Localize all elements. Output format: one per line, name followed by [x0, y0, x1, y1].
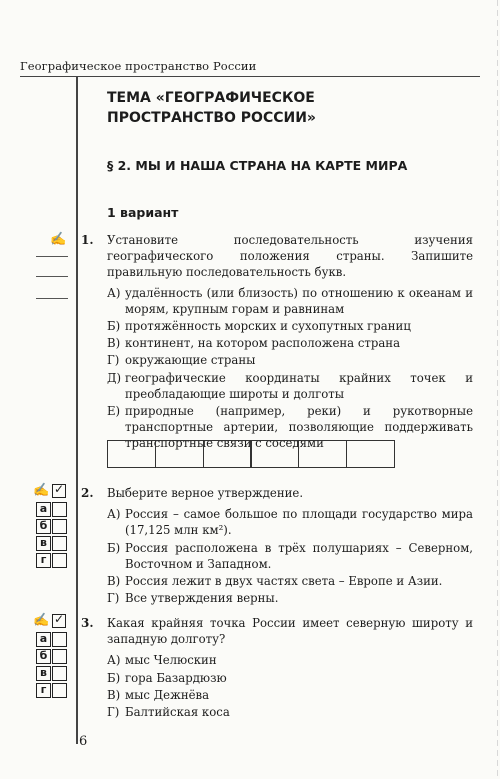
option: Б) Россия расположена в трёх полушариях – Северном, Восточном и Западном.: [107, 540, 473, 571]
option: Г) Балтийская коса: [107, 705, 230, 720]
variant-label: 1 вариант: [107, 205, 179, 220]
answer-box[interactable]: [52, 553, 67, 568]
answer-cell[interactable]: [203, 440, 252, 468]
running-header: Географическое пространство России: [20, 59, 257, 73]
question-text: Установите последовательность изучения географического положения страны. Запишите правильную последовательность букв.: [107, 233, 473, 280]
question-number: 3.: [81, 616, 94, 630]
answer-cell[interactable]: [298, 440, 347, 468]
answer-letter: г: [36, 553, 51, 568]
option: Б) гора Базардюзю: [107, 670, 227, 685]
option: В) мыс Дежнёва: [107, 687, 210, 702]
answer-cell[interactable]: [107, 440, 156, 468]
question-text: Какая крайняя точка России имеет северную широту и западную долготу?: [107, 616, 473, 647]
answer-letter: б: [36, 649, 51, 664]
section-title: § 2. МЫ И НАША СТРАНА НА КАРТЕ МИРА: [107, 158, 408, 173]
question-1: [107, 232, 473, 452]
pencil-icon: ✍: [33, 483, 50, 498]
answer-box[interactable]: [52, 666, 67, 681]
question-3: [107, 615, 473, 720]
answer-box[interactable]: [52, 683, 67, 698]
answer-box[interactable]: [52, 649, 67, 664]
answer-cell[interactable]: [346, 440, 395, 468]
answer-grid[interactable]: [107, 440, 395, 468]
answer-box[interactable]: [52, 519, 67, 534]
answer-letter: а: [36, 502, 51, 517]
option: Г) окружающие страны: [107, 353, 256, 368]
answer-write-line: [36, 256, 68, 257]
option: В) континент, на котором расположена страна: [107, 336, 401, 351]
answer-box[interactable]: [52, 632, 67, 647]
answer-letter: в: [36, 666, 51, 681]
question-2: [107, 485, 473, 606]
question-text: Выберите верное утверждение.: [107, 486, 304, 500]
topic-title: ТЕМА «ГЕОГРАФИЧЕСКОЕ ПРОСТРАНСТВО РОССИИ»: [107, 90, 316, 126]
answer-letter: г: [36, 683, 51, 698]
option: Б) протяжённость морских и сухопутных границ: [107, 319, 411, 334]
page-edge: [497, 0, 498, 779]
answer-cell[interactable]: [250, 440, 299, 468]
answer-box[interactable]: [52, 536, 67, 551]
check-box[interactable]: [52, 484, 66, 498]
header-rule: [20, 76, 480, 77]
question-number: 1.: [81, 233, 94, 247]
option: Г) Все утверждения верны.: [107, 591, 279, 606]
pencil-icon: ✍: [50, 232, 67, 247]
option: Е) природные (например, реки) и рукотворные транспортные артерии, позволяющие поддерживать транспортные связи с соседями: [107, 404, 473, 451]
margin-rule: [76, 76, 78, 744]
answer-box[interactable]: [52, 502, 67, 517]
answer-write-line: [36, 298, 68, 299]
option: А) мыс Челюскин: [107, 653, 217, 668]
answer-letter: в: [36, 536, 51, 551]
answer-write-line: [36, 276, 68, 277]
option: А) удалённость (или близость) по отношению к океанам и морям, крупным горам и равнинам: [107, 285, 473, 316]
pencil-icon: ✍: [33, 613, 50, 628]
page-number: 6: [79, 734, 88, 749]
answer-letter: а: [36, 632, 51, 647]
option: В) Россия лежит в двух частях света – Европе и Азии.: [107, 574, 443, 589]
answer-letter: б: [36, 519, 51, 534]
check-box[interactable]: [52, 614, 66, 628]
check-icon: ✓: [54, 612, 65, 626]
answer-cell[interactable]: [155, 440, 204, 468]
option: А) Россия – самое большое по площади государство мира (17,125 млн км²).: [107, 507, 473, 538]
option: Д) географические координаты крайних точек и преобладающие широты и долготы: [107, 370, 473, 401]
question-number: 2.: [81, 486, 94, 500]
check-icon: ✓: [54, 482, 65, 496]
